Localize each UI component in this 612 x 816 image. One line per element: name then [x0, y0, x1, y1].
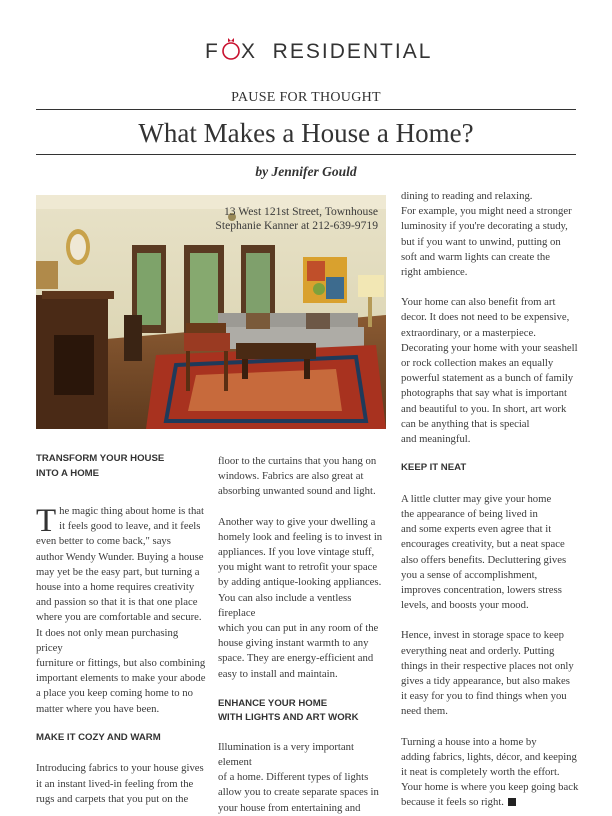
- paragraph-line: adding fabrics, lights, décor, and keeping: [401, 750, 577, 763]
- paragraph-line: everything neat and orderly. Putting: [401, 644, 555, 657]
- section-heading-enhance: [218, 697, 390, 726]
- paragraph-line: your house from entertaining and: [218, 801, 361, 814]
- paragraph-line: You can also include a ventless fireplace: [218, 591, 352, 619]
- paragraph-lights-cont: [401, 189, 579, 280]
- paragraph-line: house giving instant warmth to any: [218, 637, 369, 650]
- paragraph-line: house into a home requires creativity: [36, 581, 195, 594]
- paragraph-line: you a sense of accomplishment,: [401, 568, 538, 581]
- paragraph-line: floor to the curtains that you hang on: [218, 455, 377, 467]
- paragraph-line: appliances. If you love vintage stuff,: [218, 546, 375, 559]
- paragraph-art: [401, 295, 579, 447]
- paragraph-line: where you are comfortable and secure.: [36, 611, 202, 624]
- paragraph-line: powerful statement as a bunch of family: [401, 372, 574, 385]
- living-room-photo: [36, 195, 386, 429]
- paragraph-line: matter where you have been.: [36, 702, 160, 715]
- heading-line: INTO A HOME: [36, 467, 100, 479]
- paragraph-line: it an instant lived-in feeling from the: [36, 777, 194, 790]
- paragraph-line: Illumination is a very important element: [218, 740, 354, 769]
- paragraph-line: space. They are energy-efficient and: [218, 652, 374, 665]
- paragraph-line: the appearance of being lived in: [401, 507, 538, 520]
- paragraph-line: furniture or fittings, but also combining: [36, 657, 206, 670]
- paragraph-line: it neat is completely worth the effort.: [401, 766, 560, 778]
- section-kicker: PAUSE FOR THOUGHT: [231, 90, 381, 105]
- logo-o-icon: [223, 38, 239, 59]
- intro-paragraph: [36, 504, 206, 717]
- paragraph-line: right ambience.: [401, 266, 468, 279]
- paragraph-line: encourages creativity, but a neat space: [401, 538, 565, 551]
- paragraph-line: improves concentration, lowers stress: [401, 583, 562, 596]
- paragraph-line: rugs and carpets that you put on the: [36, 792, 189, 805]
- paragraph-line: dining to reading and relaxing.: [401, 190, 533, 202]
- paragraph-line: homely look and feeling is to invest in: [218, 530, 383, 543]
- logo-wordmark: X RESIDENTIAL: [241, 40, 433, 63]
- paragraph-fabrics: [36, 761, 206, 807]
- paragraph-storage: [401, 628, 579, 719]
- photo-caption: [215, 205, 378, 233]
- paragraph-clutter: [401, 492, 579, 614]
- paragraph-line: and some experts even agree that it: [401, 523, 552, 536]
- column-3: [401, 189, 579, 811]
- paragraph-line: by adding antique-looking appliances.: [218, 576, 382, 589]
- heading-line: TRANSFORM YOUR HOUSE: [36, 453, 165, 464]
- logo-letter-f: F: [205, 40, 220, 63]
- last-line-text: because it feels so right.: [401, 796, 504, 809]
- paragraph-line: extraordinary, or a masterpiece.: [401, 326, 536, 339]
- paragraph-line: Another way to give your dwelling a: [218, 515, 376, 528]
- paragraph-line: a place you keep coming home to no: [36, 687, 193, 700]
- paragraph-line: of a home. Different types of lights: [218, 771, 369, 784]
- section-heading-cozy: MAKE IT COZY AND WARM: [36, 731, 161, 743]
- fox-residential-logo: [201, 38, 433, 64]
- bottom-rule: [36, 154, 576, 155]
- paragraph-line: windows. Fabrics are also great at: [218, 470, 364, 483]
- paragraph-line: important elements to make your abode: [36, 672, 206, 685]
- paragraph-line: luminosity if you're decorating a study,: [401, 220, 568, 233]
- end-mark-icon: [508, 798, 516, 806]
- paragraph-line: you might want to retrofit your space: [218, 561, 378, 574]
- paragraph-line: Introducing fabrics to your house gives: [36, 762, 204, 775]
- paragraph-line: easy to install and maintain.: [218, 667, 338, 680]
- caption-agent: Stephanie Kanner at 212-639-9719: [215, 219, 378, 232]
- article-headline: What Makes a House a Home?: [138, 118, 474, 148]
- paragraph-line: decor. It does not need to be expensive,: [401, 311, 570, 324]
- paragraph-line: but if you want to unwind, putting on: [401, 235, 561, 248]
- paragraph-line: gives a tidy appearance, but also makes: [401, 674, 570, 687]
- paragraph-line: and beautiful to you. In short, art work: [401, 402, 567, 415]
- paragraph-lights: [218, 740, 390, 816]
- paragraph-line: it feels good to leave, and it feels: [59, 520, 201, 533]
- paragraph-line: author Wendy Wunder. Buying a house: [36, 550, 204, 563]
- paragraph-line: soft and warm lights can create the: [401, 250, 550, 263]
- drop-cap: T: [36, 503, 57, 539]
- paragraph-line: he magic thing about home is that: [59, 505, 205, 517]
- paragraph-line: and passion so that it is that one place: [36, 596, 198, 609]
- paragraph-line: levels, and boosts your mood.: [401, 599, 529, 612]
- caption-address: 13 West 121st Street, Townhouse: [223, 205, 378, 218]
- paragraph-line: and meaningful.: [401, 433, 471, 446]
- paragraph-line: which you can put in any room of the: [218, 622, 379, 635]
- brand-logo: [0, 38, 612, 64]
- heading-line: WITH LIGHTS AND ART WORK: [218, 712, 359, 724]
- paragraph-line: or rock collection makes an equally: [401, 357, 554, 370]
- paragraph-line: Hence, invest in storage space to keep: [401, 629, 564, 642]
- paragraph-line: It does not only mean purchasing pricey: [36, 626, 179, 654]
- paragraph-line: things in their respective places not only: [401, 659, 574, 672]
- section-heading-transform: [36, 452, 206, 481]
- column-2: [218, 454, 390, 816]
- paragraph-line: Your home can also benefit from art: [401, 296, 556, 309]
- paragraph-line: Decorating your home with your seashell: [401, 341, 578, 354]
- top-rule: [36, 109, 576, 110]
- paragraph-conclusion: [401, 735, 579, 811]
- paragraph-line: Your home is where you keep going back: [401, 781, 579, 794]
- paragraph-line: [401, 795, 579, 810]
- paragraph-line: need them.: [401, 705, 448, 718]
- paragraph-line: allow you to create separate spaces in: [218, 786, 379, 799]
- article-byline: by Jennifer Gould: [255, 164, 357, 179]
- paragraph-appliances: [218, 515, 390, 682]
- paragraph-line: may yet be the easy part, but turning a: [36, 565, 200, 578]
- column-1: [36, 452, 206, 807]
- paragraph-fabrics-cont: [218, 454, 390, 500]
- section-heading-neat: KEEP IT NEAT: [401, 462, 467, 474]
- paragraph-line: Turning a house into a home by: [401, 735, 537, 748]
- paragraph-line: A little clutter may give your home: [401, 492, 552, 505]
- paragraph-line: absorbing unwanted sound and light.: [218, 485, 376, 498]
- paragraph-line: photographs that say what is important: [401, 387, 567, 400]
- paragraph-line: can be anything that is special: [401, 417, 530, 430]
- paragraph-line: even better to come back," says: [36, 535, 171, 548]
- paragraph-line: it easy for you to find things when you: [401, 690, 567, 703]
- paragraph-line: For example, you might need a stronger: [401, 205, 572, 218]
- paragraph-line: also offers benefits. Decluttering gives: [401, 553, 567, 566]
- heading-line: ENHANCE YOUR HOME: [218, 697, 328, 709]
